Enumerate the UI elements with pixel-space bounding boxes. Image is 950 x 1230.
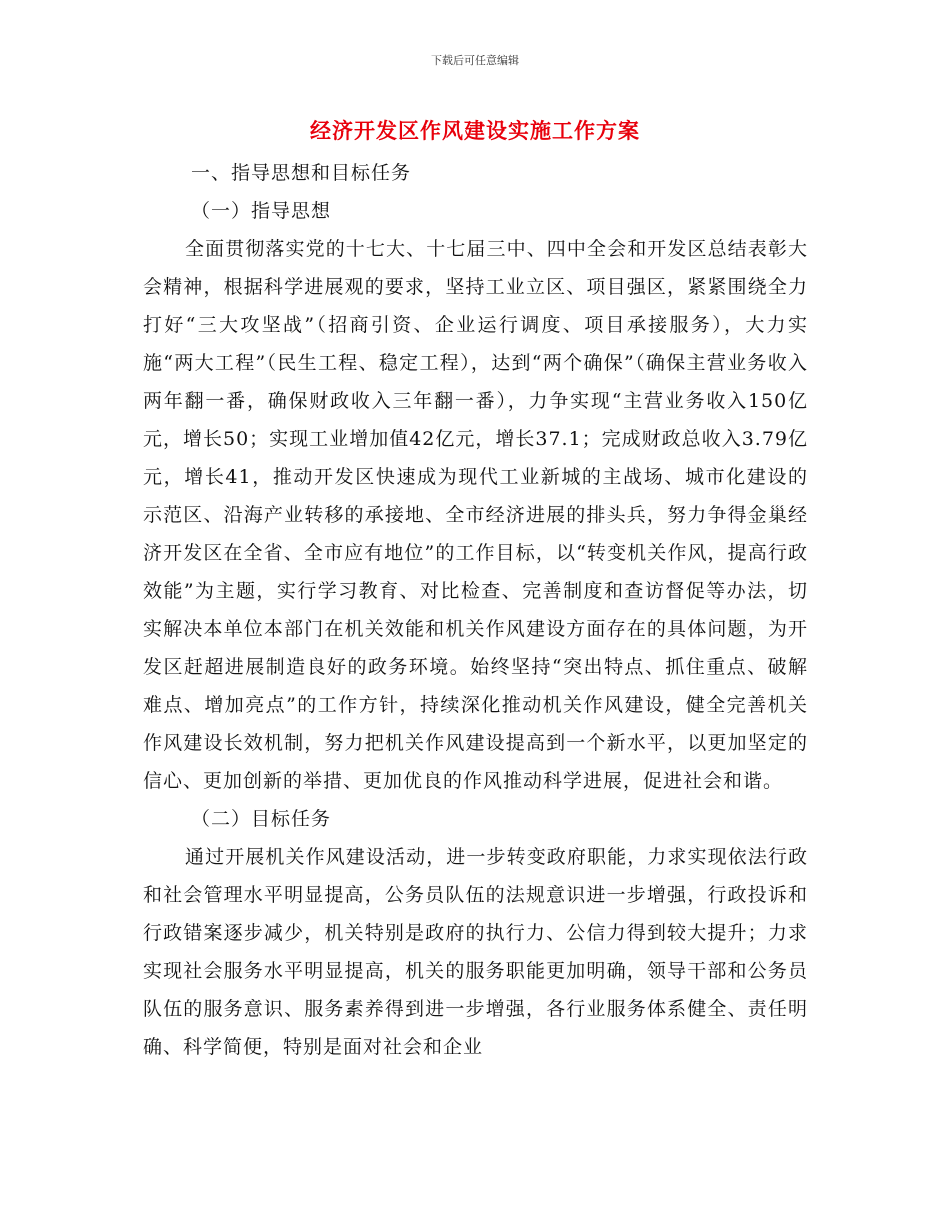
page-header: 下载后可任意编辑: [431, 54, 519, 67]
document-title: 经济开发区作风建设实施工作方案: [310, 118, 640, 143]
paragraph-guiding-ideology: 全面贯彻落实党的十七大、十七届三中、四中全会和开发区总结表彰大会精神，根据科学进展观的要求，坚持工业立区、项目强区，紧紧围绕全力打好“三大攻坚战”（招商引资、企业运行调度、项目承接服务），大力实施“两大工程”（民生工程、稳定工程），达到“两个确保”（确保主营业务收入两年翻一番，确保财政收入三年翻一番），力争实现“主营业务收入150亿元，增长50；实现工业增加值42亿元，增长37.1；完成财政总收入3.79亿元，增长41，推动开发区快速成为现代工业新城的主战场、城市化建设的示范区、沿海产业转移的承接地、全市经济进展的排头兵，努力争得金巢经济开发区在全省、全市应有地位”的工作目标，以“转变机关作风，提高行政效能”为主题，实行学习教育、对比检查、完善制度和查访督促等办法，切实解决本单位本部门在机关效能和机关作风建设方面存在的具体问题，为开发区赶超进展制造良好的政务环境。始终坚持“突出特点、抓住重点、破解难点、增加亮点”的工作方针，持续深化推动机关作风建设，健全完善机关作风建设长效机制，努力把机关作风建设提高到一个新水平，以更加坚定的信心、更加创新的举措、更加优良的作风推动科学进展，促进社会和谐。: [143, 238, 808, 792]
section-heading-1: 一、指导思想和目标任务: [191, 162, 412, 184]
subsection-heading-target-tasks: （二）目标任务: [191, 808, 332, 830]
document-body: [143, 154, 808, 1066]
paragraph-target-tasks: 通过开展机关作风建设活动，进一步转变政府职能，力求实现依法行政和社会管理水平明显提高，公务员队伍的法规意识进一步增强，行政投诉和行政错案逐步减少，机关特别是政府的执行力、公信力得到较大提升；力求实现社会服务水平明显提高，机关的服务职能更加明确，领导干部和公务员队伍的服务意识、服务素养得到进一步增强，各行业服务体系健全、责任明确、科学简便，特别是面对社会和企业: [143, 846, 808, 1058]
subsection-heading-guiding-ideology: （一）指导思想: [191, 200, 332, 222]
